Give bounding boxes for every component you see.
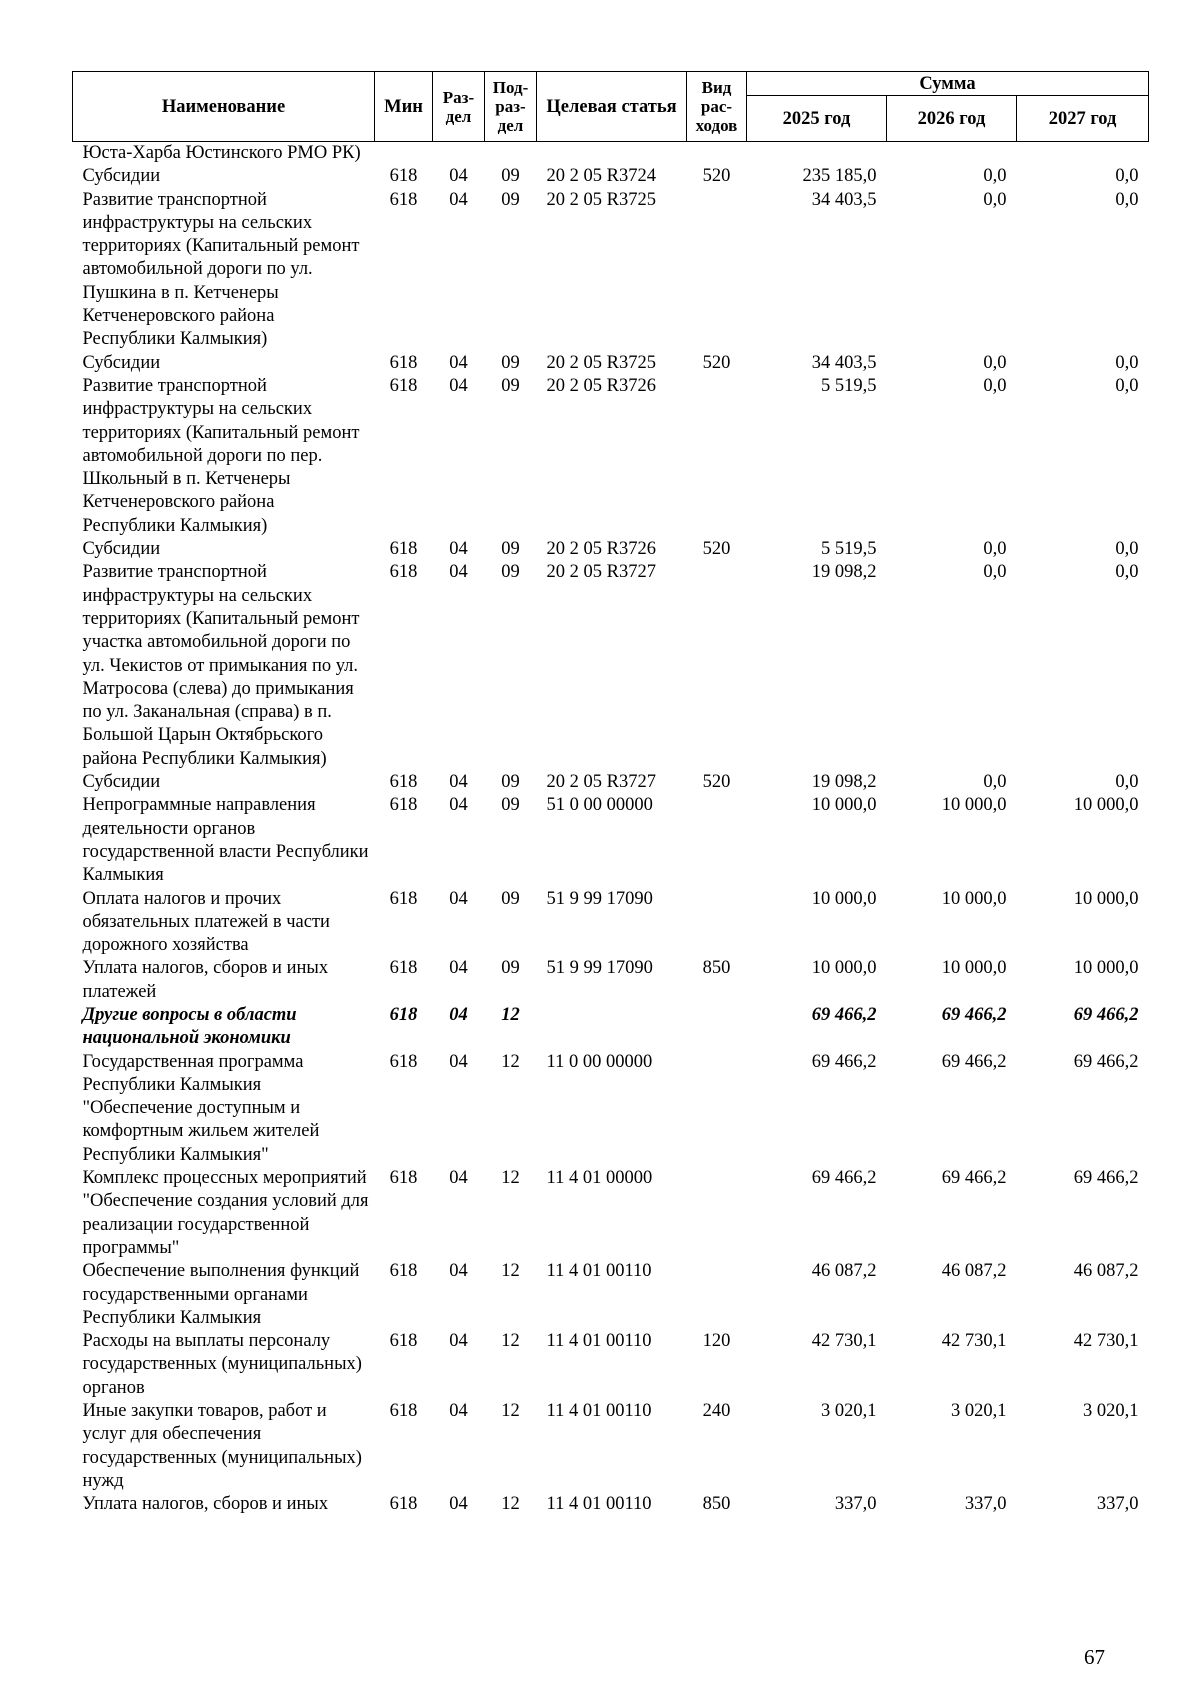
row-name: Развитие транспортной инфраструктуры на сельских территориях (Капитальный ремонт автомобильной дороги по пер. Школьный в п. Кетченеры Кетченеровского района Республики Калмыкия) <box>82 375 360 536</box>
row-min: 618 <box>389 795 418 816</box>
row-podrazdel: 09 <box>501 562 520 583</box>
row-name: Государственная программа Республики Калмыкия "Обеспечение доступным и комфортным жильем жителей Республики Калмыкия" <box>82 1051 320 1165</box>
row-celevaya: 20 2 05 R3726 <box>546 539 656 560</box>
row-podrazdel: 09 <box>501 888 520 909</box>
row-vid: 520 <box>702 352 731 373</box>
row-min: 618 <box>389 1494 418 1515</box>
table-row <box>73 1400 1149 1493</box>
table-body <box>73 142 1149 1517</box>
row-razdel: 04 <box>449 772 468 793</box>
table-row <box>73 1051 1149 1167</box>
row-razdel: 04 <box>449 1004 468 1025</box>
row-sum-2025 <box>747 142 887 166</box>
row-sum-2026: 46 087,2 <box>941 1261 1007 1282</box>
row-razdel: 04 <box>449 539 468 560</box>
row-podrazdel: 09 <box>501 352 520 373</box>
row-sum-2026: 69 466,2 <box>941 1051 1007 1072</box>
row-celevaya: 11 0 00 00000 <box>546 1051 653 1072</box>
header-name: Наименование <box>73 72 375 142</box>
row-podrazdel: 12 <box>501 1004 520 1025</box>
row-name: Юста-Харба Юстинского РМО РК) <box>82 143 361 163</box>
row-sum-2026: 0,0 <box>983 539 1007 560</box>
row-name: Развитие транспортной инфраструктуры на сельских территориях (Капитальный ремонт участка автомобильной дороги по ул. Чекистов от примыкания по ул. Матросова (слева) до примыкания по ул. Заканальная (справа) в п. Большой Царын Октябрьского района Республики Калмыкия) <box>82 562 360 769</box>
row-vid: 520 <box>702 166 731 187</box>
row-sum-2025: 10 000,0 <box>811 958 877 979</box>
row-min: 618 <box>389 1401 418 1422</box>
row-name: Обеспечение выполнения функций государственными органами Республики Калмыкия <box>82 1261 360 1328</box>
row-vid <box>687 189 747 352</box>
row-name: Субсидии <box>82 352 161 373</box>
header-vid: Вид рас-ходов <box>687 72 747 142</box>
row-sum-2027 <box>1017 142 1149 166</box>
row-sum-2025: 34 403,5 <box>811 352 877 373</box>
row-vid: 120 <box>702 1331 731 1352</box>
row-min: 618 <box>389 352 418 373</box>
row-sum-2026: 10 000,0 <box>941 958 1007 979</box>
row-sum-2025: 46 087,2 <box>811 1261 877 1282</box>
row-vid <box>687 561 747 771</box>
row-celevaya: 20 2 05 R3726 <box>546 375 656 396</box>
row-podrazdel: 09 <box>501 772 520 793</box>
row-sum-2026: 0,0 <box>983 352 1007 373</box>
row-podrazdel <box>485 142 537 166</box>
row-podrazdel: 12 <box>501 1168 520 1189</box>
row-min <box>375 142 433 166</box>
row-sum-2027: 69 466,2 <box>1073 1051 1139 1072</box>
row-sum-2027: 69 466,2 <box>1073 1168 1139 1189</box>
row-name: Уплата налогов, сборов и иных платежей <box>82 958 329 1002</box>
row-vid <box>687 888 747 958</box>
row-sum-2025: 5 519,5 <box>821 539 877 560</box>
row-vid: 850 <box>702 1494 731 1515</box>
table-row <box>73 352 1149 375</box>
row-vid <box>687 142 747 166</box>
table-row <box>73 794 1149 887</box>
row-podrazdel: 09 <box>501 375 520 396</box>
row-celevaya: 20 2 05 R3724 <box>546 166 656 187</box>
row-sum-2027: 46 087,2 <box>1073 1261 1139 1282</box>
header-2026: 2026 год <box>887 96 1017 142</box>
row-celevaya: 11 4 01 00110 <box>546 1401 652 1422</box>
row-podrazdel: 12 <box>501 1051 520 1072</box>
row-name: Субсидии <box>82 166 161 187</box>
row-razdel: 04 <box>449 166 468 187</box>
row-vid <box>687 375 747 538</box>
row-sum-2026: 69 466,2 <box>941 1168 1007 1189</box>
table-row <box>73 1260 1149 1330</box>
row-sum-2025: 337,0 <box>834 1494 877 1515</box>
row-sum-2026: 42 730,1 <box>941 1331 1007 1352</box>
row-celevaya: 20 2 05 R3727 <box>546 562 656 583</box>
row-sum-2027: 0,0 <box>1115 539 1139 560</box>
row-sum-2027: 0,0 <box>1115 772 1139 793</box>
row-razdel: 04 <box>449 1168 468 1189</box>
row-vid: 520 <box>702 539 731 560</box>
row-razdel: 04 <box>449 189 468 210</box>
row-razdel: 04 <box>449 888 468 909</box>
table-row <box>73 1167 1149 1260</box>
row-podrazdel: 09 <box>501 166 520 187</box>
row-celevaya: 11 4 01 00110 <box>546 1261 652 1282</box>
row-name: Расходы на выплаты персоналу государственных (муниципальных) органов <box>82 1331 362 1398</box>
header-2025: 2025 год <box>747 96 887 142</box>
row-razdel: 04 <box>449 1051 468 1072</box>
row-sum-2025: 34 403,5 <box>811 189 877 210</box>
row-sum-2025: 10 000,0 <box>811 795 877 816</box>
table-row <box>73 561 1149 771</box>
row-min: 618 <box>389 888 418 909</box>
header-podrazdel: Под-раз-дел <box>485 72 537 142</box>
row-sum-2025: 3 020,1 <box>821 1401 877 1422</box>
table-row <box>73 957 1149 1004</box>
row-sum-2027: 337,0 <box>1096 1494 1139 1515</box>
row-podrazdel: 09 <box>501 958 520 979</box>
row-min: 618 <box>389 1168 418 1189</box>
table-row <box>73 375 1149 538</box>
row-sum-2026: 69 466,2 <box>941 1004 1007 1025</box>
table-header <box>73 72 1149 142</box>
row-sum-2026: 0,0 <box>983 375 1007 396</box>
row-sum-2027: 0,0 <box>1115 189 1139 210</box>
row-podrazdel: 09 <box>501 189 520 210</box>
header-celevaya: Целевая статья <box>537 72 687 142</box>
budget-page <box>72 71 1148 1517</box>
row-celevaya: 51 9 99 17090 <box>546 958 653 979</box>
table-row <box>73 1493 1149 1516</box>
row-razdel: 04 <box>449 1331 468 1352</box>
row-sum-2025: 69 466,2 <box>811 1004 877 1025</box>
row-sum-2026: 0,0 <box>983 189 1007 210</box>
row-sum-2025: 19 098,2 <box>811 772 877 793</box>
row-sum-2026: 10 000,0 <box>941 888 1007 909</box>
row-vid <box>687 1260 747 1330</box>
row-sum-2026: 337,0 <box>964 1494 1007 1515</box>
row-podrazdel: 12 <box>501 1401 520 1422</box>
row-razdel: 04 <box>449 352 468 373</box>
row-vid <box>687 1004 747 1051</box>
row-celevaya: 51 0 00 00000 <box>546 795 653 816</box>
row-min: 618 <box>389 1051 418 1072</box>
row-sum-2027: 0,0 <box>1115 166 1139 187</box>
row-sum-2027: 3 020,1 <box>1083 1401 1139 1422</box>
row-celevaya: 11 4 01 00110 <box>546 1494 652 1515</box>
row-min: 618 <box>389 1004 418 1025</box>
row-min: 618 <box>389 375 418 396</box>
table-row <box>73 165 1149 188</box>
row-razdel: 04 <box>449 1494 468 1515</box>
row-celevaya <box>537 142 687 166</box>
row-min: 618 <box>389 958 418 979</box>
table-row <box>73 888 1149 958</box>
row-podrazdel: 12 <box>501 1494 520 1515</box>
row-min: 618 <box>389 772 418 793</box>
row-celevaya: 20 2 05 R3725 <box>546 189 656 210</box>
row-sum-2026: 0,0 <box>983 772 1007 793</box>
row-name: Комплекс процессных мероприятий "Обеспечение создания условий для реализации государственной программы" <box>82 1168 369 1258</box>
table-row <box>73 771 1149 794</box>
table-row <box>73 142 1149 166</box>
row-vid <box>687 1167 747 1260</box>
row-sum-2025: 42 730,1 <box>811 1331 877 1352</box>
row-min: 618 <box>389 189 418 210</box>
row-name: Развитие транспортной инфраструктуры на сельских территориях (Капитальный ремонт автомобильной дороги по ул. Пушкина в п. Кетченеры Кетченеровского района Республики Калмыкия) <box>82 189 360 350</box>
row-name: Оплата налогов и прочих обязательных платежей в части дорожного хозяйства <box>82 888 330 956</box>
row-name: Иные закупки товаров, работ и услуг для обеспечения государственных (муниципальных) нужд <box>82 1401 362 1491</box>
row-sum-2025: 19 098,2 <box>811 562 877 583</box>
row-name: Субсидии <box>82 772 161 793</box>
row-name: Другие вопросы в области национальной экономики <box>82 1004 297 1049</box>
row-sum-2025: 69 466,2 <box>811 1168 877 1189</box>
row-celevaya: 51 9 99 17090 <box>546 888 653 909</box>
header-min: Мин <box>375 72 433 142</box>
row-sum-2027: 10 000,0 <box>1073 795 1139 816</box>
row-vid <box>687 794 747 887</box>
row-vid: 850 <box>702 958 731 979</box>
header-2027: 2027 год <box>1017 96 1149 142</box>
page-number: 67 <box>1084 1645 1105 1669</box>
row-sum-2027: 42 730,1 <box>1073 1331 1139 1352</box>
row-sum-2025: 235 185,0 <box>802 166 877 187</box>
row-sum-2027: 10 000,0 <box>1073 958 1139 979</box>
table-row <box>73 538 1149 561</box>
row-podrazdel: 09 <box>501 795 520 816</box>
row-podrazdel: 12 <box>501 1331 520 1352</box>
row-min: 618 <box>389 166 418 187</box>
row-min: 618 <box>389 539 418 560</box>
row-razdel: 04 <box>449 1261 468 1282</box>
row-vid: 520 <box>702 772 731 793</box>
row-podrazdel: 09 <box>501 539 520 560</box>
row-sum-2027: 69 466,2 <box>1073 1004 1139 1025</box>
row-celevaya: 11 4 01 00000 <box>546 1168 653 1189</box>
table-row <box>73 1330 1149 1400</box>
row-name: Уплата налогов, сборов и иных <box>82 1494 329 1515</box>
row-sum-2027: 10 000,0 <box>1073 888 1139 909</box>
row-razdel: 04 <box>449 958 468 979</box>
row-sum-2025: 69 466,2 <box>811 1051 877 1072</box>
row-vid <box>687 1051 747 1167</box>
row-sum-2025: 10 000,0 <box>811 888 877 909</box>
row-razdel: 04 <box>449 1401 468 1422</box>
row-razdel: 04 <box>449 375 468 396</box>
row-sum-2026: 10 000,0 <box>941 795 1007 816</box>
row-celevaya <box>537 1004 687 1051</box>
row-celevaya: 11 4 01 00110 <box>546 1331 652 1352</box>
row-vid: 240 <box>702 1401 731 1422</box>
table-row <box>73 1004 1149 1051</box>
table-row <box>73 189 1149 352</box>
row-name: Субсидии <box>82 539 161 560</box>
row-podrazdel: 12 <box>501 1261 520 1282</box>
row-sum-2026: 0,0 <box>983 166 1007 187</box>
row-sum-2026: 0,0 <box>983 562 1007 583</box>
row-sum-2025: 5 519,5 <box>821 375 877 396</box>
row-name: Непрограммные направления деятельности органов государственной власти Республики Калмыкия <box>82 795 369 886</box>
row-celevaya: 20 2 05 R3727 <box>546 772 656 793</box>
row-sum-2027: 0,0 <box>1115 562 1139 583</box>
row-sum-2027: 0,0 <box>1115 352 1139 373</box>
row-razdel: 04 <box>449 562 468 583</box>
row-sum-2026: 3 020,1 <box>951 1401 1007 1422</box>
row-razdel <box>433 142 485 166</box>
row-razdel: 04 <box>449 795 468 816</box>
row-celevaya: 20 2 05 R3725 <box>546 352 656 373</box>
header-razdel: Раз-дел <box>433 72 485 142</box>
row-min: 618 <box>389 1331 418 1352</box>
row-min: 618 <box>389 562 418 583</box>
row-min: 618 <box>389 1261 418 1282</box>
row-sum-2027: 0,0 <box>1115 375 1139 396</box>
row-sum-2026 <box>887 142 1017 166</box>
header-summa: Сумма <box>747 72 1149 96</box>
budget-table <box>72 71 1149 1517</box>
